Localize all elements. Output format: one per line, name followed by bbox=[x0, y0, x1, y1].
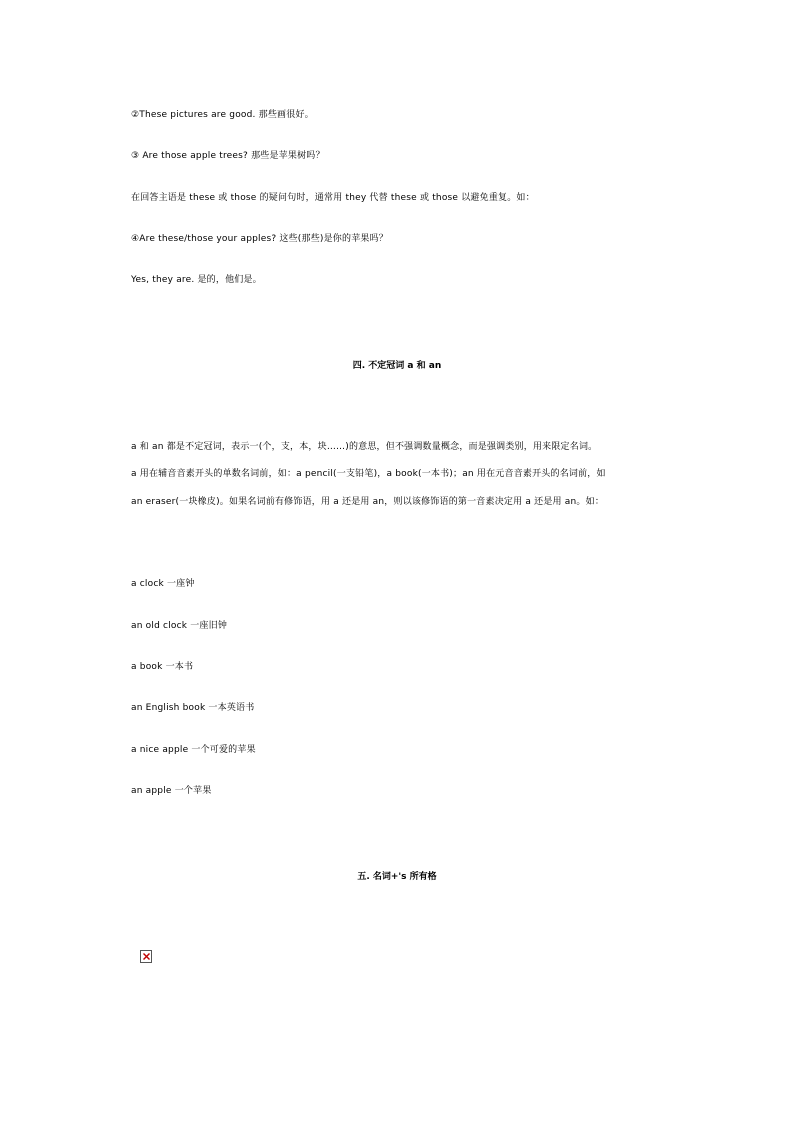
article-example-1: a clock 一座钟 bbox=[131, 579, 195, 589]
example-line-3: ③ Are those apple trees? 那些是苹果树吗？ bbox=[131, 151, 325, 161]
broken-image-icon bbox=[140, 950, 152, 963]
article-example-3: a book 一本书 bbox=[131, 662, 194, 672]
example-line-2: ②These pictures are good. 那些画很好。 bbox=[131, 110, 314, 120]
paragraph-line-3: an eraser(一块橡皮)。如果名词前有修饰语，用 a 还是用 an，则以该修饰语的第一音素决定用 a 还是用 an。如： bbox=[131, 497, 605, 507]
article-example-4: an English book 一本英语书 bbox=[131, 703, 255, 713]
broken-image-x-glyph bbox=[143, 953, 150, 960]
paragraph-line-1: a 和 an 都是不定冠词，表示一(个，支，本，块……)的意思，但不强调数量概念，而是强调类别，用来限定名词。 bbox=[131, 442, 598, 452]
article-example-5: a nice apple 一个可爱的苹果 bbox=[131, 745, 256, 755]
answer-line: Yes, they are. 是的，他们是。 bbox=[131, 275, 262, 285]
paragraph-line-2: a 用在辅音音素开头的单数名词前，如：a pencil(一支铅笔)，a book(一本书)；an 用在元音音素开头的名词前，如 bbox=[131, 469, 606, 479]
explanation-line: 在回答主语是 these 或 those 的疑问句时，通常用 they 代替 these 或 those 以避免重复。如： bbox=[131, 193, 535, 203]
section-heading-possessive: 五. 名词+'s 所有格 bbox=[357, 872, 437, 882]
article-example-2: an old clock 一座旧钟 bbox=[131, 621, 228, 631]
section-heading-indefinite-articles: 四. 不定冠词 a 和 an bbox=[352, 361, 442, 371]
example-line-4: ④Are these/those your apples? 这些(那些)是你的苹果吗？ bbox=[131, 234, 389, 244]
article-example-6: an apple 一个苹果 bbox=[131, 786, 212, 796]
